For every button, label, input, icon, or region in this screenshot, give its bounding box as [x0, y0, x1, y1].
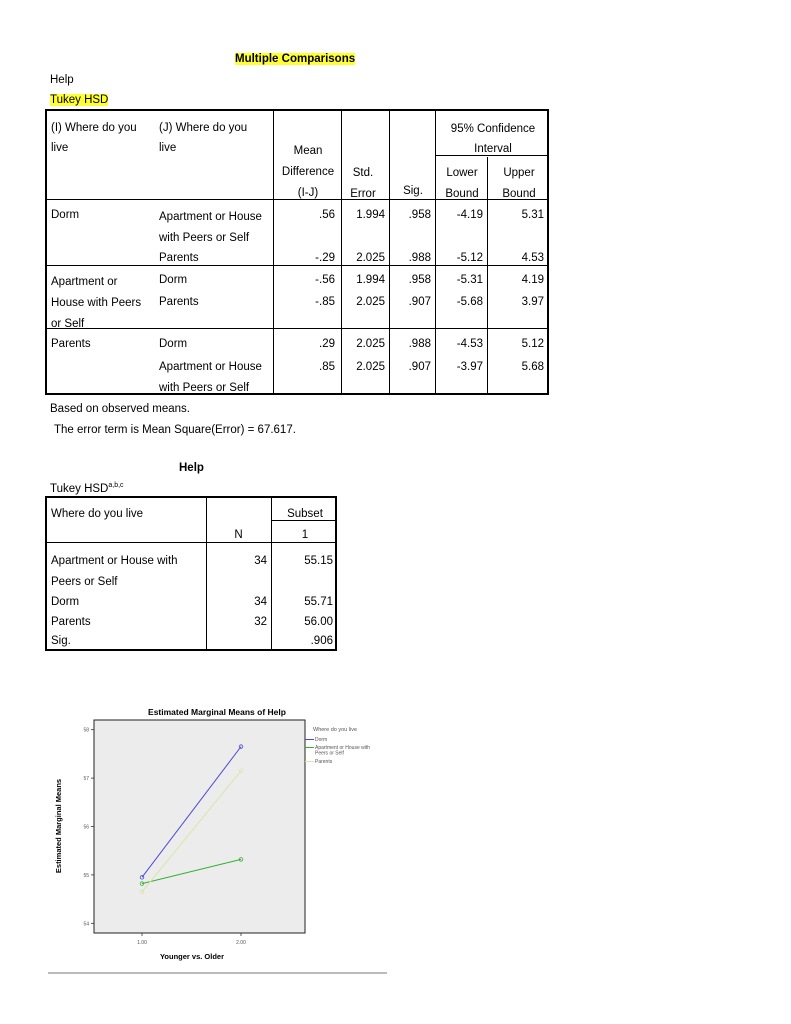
- mc-title: Multiple Comparisons: [235, 53, 356, 65]
- mc-dependent-label: Help: [50, 74, 74, 86]
- row-i-label: Apartment or House with Peers or Self: [51, 276, 142, 330]
- row-std-error: 1.994: [356, 274, 385, 286]
- subset-row-value: .906: [310, 635, 333, 647]
- header-lower-bound: Lower Bound: [445, 167, 479, 200]
- row-lower-bound: -4.19: [456, 209, 483, 221]
- subset-row-n: 34: [254, 596, 267, 608]
- row-j-label: Dorm: [159, 338, 188, 350]
- legend-title: Where do you live: [313, 727, 358, 733]
- row-j-label: Parents: [159, 252, 199, 264]
- subset-row-label: Dorm: [51, 596, 80, 608]
- legend-label: Parents: [315, 759, 333, 765]
- subset-row-n: 34: [254, 555, 267, 567]
- header-mean-difference: Mean Difference (I-J): [281, 145, 335, 199]
- row-j-label: Dorm: [159, 274, 188, 286]
- plot-area: [94, 720, 305, 933]
- row-upper-bound: 4.19: [521, 274, 544, 286]
- row-i-label: Parents: [51, 338, 91, 350]
- row-mean-difference: -.85: [315, 296, 335, 308]
- subset-row-value: 55.71: [304, 596, 333, 608]
- row-mean-difference: .85: [319, 361, 335, 373]
- y-tick-label: 55: [83, 872, 89, 879]
- subset-row-label: Apartment or House with Peers or Self: [51, 555, 178, 588]
- row-mean-difference: .29: [319, 338, 335, 350]
- row-upper-bound: 5.68: [521, 361, 544, 373]
- row-sig: .907: [408, 361, 431, 373]
- row-upper-bound: 4.53: [521, 252, 544, 264]
- row-j-label: Parents: [159, 296, 199, 308]
- row-upper-bound: 5.12: [521, 338, 544, 350]
- mc-method-label: Tukey HSD: [50, 94, 109, 106]
- row-lower-bound: -5.12: [456, 252, 483, 264]
- row-std-error: 1.994: [356, 209, 385, 221]
- header-n: N: [234, 529, 243, 541]
- mc-footnote-error-term: The error term is Mean Square(Error) = 67.617.: [54, 424, 296, 436]
- row-sig: .958: [408, 274, 431, 286]
- hs-method-footnote-marks: a,b,c: [108, 482, 124, 489]
- header-i-where-live: (I) Where do you live: [51, 122, 137, 154]
- y-tick-label: 58: [83, 727, 89, 734]
- row-std-error: 2.025: [356, 361, 385, 373]
- row-sig: .988: [408, 252, 431, 264]
- row-std-error: 2.025: [356, 296, 385, 308]
- x-tick-label: 2.00: [236, 940, 246, 946]
- chart-title: Estimated Marginal Means of Help: [148, 707, 286, 717]
- legend-label: Dorm: [315, 737, 328, 743]
- subset-row-value: 55.15: [304, 555, 333, 567]
- row-lower-bound: -4.53: [456, 338, 483, 350]
- row-j-label: Apartment or House with Peers or Self: [159, 361, 262, 394]
- header-where-live: Where do you live: [51, 508, 144, 520]
- row-upper-bound: 5.31: [521, 209, 544, 221]
- row-i-label: Dorm: [51, 209, 80, 221]
- row-lower-bound: -5.68: [456, 296, 483, 308]
- header-std-error: Std. Error: [350, 167, 376, 200]
- row-sig: .988: [408, 338, 431, 350]
- row-std-error: 2.025: [356, 338, 385, 350]
- subset-row-value: 56.00: [304, 616, 333, 628]
- header-upper-bound: Upper Bound: [502, 167, 536, 200]
- row-j-label: Apartment or House with Peers or Self: [159, 211, 262, 244]
- row-sig: .907: [408, 296, 431, 308]
- legend-label: Apartment or House with Peers or Self: [315, 745, 371, 757]
- mc-footnote-observed-means: Based on observed means.: [50, 403, 191, 415]
- row-sig: .958: [408, 209, 431, 221]
- header-subset-number: 1: [301, 529, 309, 541]
- subset-row-n: 32: [254, 616, 267, 628]
- header-subset: Subset: [287, 508, 323, 520]
- header-sig: Sig.: [403, 185, 423, 197]
- hs-method-text: Tukey HSD: [50, 482, 109, 495]
- row-lower-bound: -3.97: [456, 361, 483, 373]
- row-upper-bound: 3.97: [521, 296, 544, 308]
- y-tick-label: 57: [83, 776, 89, 783]
- row-mean-difference: -.29: [315, 252, 335, 264]
- row-mean-difference: -.56: [315, 274, 335, 286]
- row-mean-difference: .56: [319, 209, 335, 221]
- y-tick-label: 54: [83, 921, 89, 928]
- y-tick-label: 56: [83, 824, 89, 831]
- x-tick-label: 1.00: [137, 940, 147, 946]
- x-axis-label: Younger vs. Older: [159, 952, 225, 961]
- header-confidence-interval: 95% Confidence Interval: [450, 123, 536, 155]
- row-std-error: 2.025: [356, 252, 385, 264]
- header-j-where-live: (J) Where do you live: [159, 122, 248, 154]
- hs-title: Help: [179, 462, 204, 474]
- subset-row-label: Sig.: [51, 635, 71, 647]
- row-lower-bound: -5.31: [456, 274, 483, 286]
- y-axis-label: Estimated Marginal Means: [54, 778, 63, 874]
- subset-row-label: Parents: [51, 616, 91, 628]
